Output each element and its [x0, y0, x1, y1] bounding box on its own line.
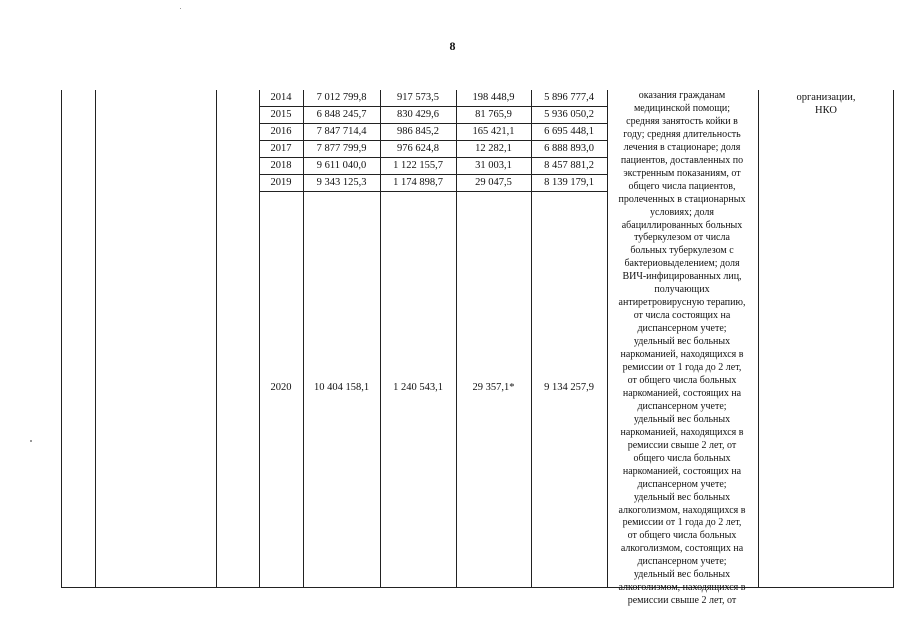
indicator-line: антиретровирусную терапию,	[618, 297, 746, 309]
indicator-line: алкоголизмом, находящихся в	[618, 582, 746, 594]
indicator-line: алкоголизмом, состоящих на	[620, 543, 744, 555]
table-cell-year: 2020	[270, 382, 292, 393]
table-cell: 5 896 777,4	[544, 92, 594, 103]
indicator-line: экстренным показаниям, от	[623, 167, 741, 179]
indicator-line: диспансерном учете;	[637, 400, 727, 412]
indicator-line: лечения в стационаре; доля	[623, 141, 741, 153]
indicator-line: диспансерном учете;	[637, 556, 727, 568]
table-cell-year: 2015	[270, 109, 292, 120]
indicator-line: общего числа пациентов,	[628, 180, 736, 192]
indicator-line: наркоманией, состоящих на	[622, 465, 742, 477]
indicator-line: наркоманией, состоящих на	[622, 387, 742, 399]
table-cell: 29 357,1*	[472, 382, 515, 393]
indicator-line: бактериовыделением; доля	[624, 258, 740, 270]
indicator-line: общего числа больных	[633, 452, 731, 464]
column-divider	[95, 90, 96, 587]
table-cell: 198 448,9	[472, 92, 515, 103]
indicator-line: от общего числа больных	[627, 374, 737, 386]
indicator-line: пациентов, доставленных по	[620, 154, 744, 166]
table-cell: 7 847 714,4	[316, 126, 367, 137]
table-cell: 6 848 245,7	[316, 109, 367, 120]
indicator-line: получающих	[654, 284, 710, 296]
page-number: 8	[449, 39, 456, 53]
indicator-line: удельный вес больных	[633, 569, 731, 581]
indicator-line: ремиссии от 1 года до 2 лет,	[622, 362, 742, 374]
indicator-line: ВИЧ-инфицированных лиц,	[622, 271, 742, 283]
table-cell: 29 047,5	[475, 177, 512, 188]
participant-line: организации,	[796, 92, 856, 103]
participants-text	[762, 91, 890, 117]
row-divider	[259, 174, 608, 175]
table-cell: 10 404 158,1	[313, 382, 370, 393]
indicator-line: от числа состоящих на	[633, 310, 731, 322]
indicator-line: году; средняя длительность	[623, 128, 741, 140]
indicator-line: медицинской помощи;	[633, 102, 731, 114]
indicator-line: туберкулезом от числа	[634, 232, 730, 244]
indicator-line: ремиссии свыше 2 лет, от	[627, 595, 737, 607]
table-cell: 976 624,8	[397, 143, 439, 154]
scan-speck	[180, 8, 181, 9]
table-cell: 7 012 799,8	[316, 92, 367, 103]
indicators-text	[606, 90, 758, 608]
table-cell: 12 282,1	[475, 143, 512, 154]
indicator-line: удельный вес больных	[633, 491, 731, 503]
table-cell: 986 845,2	[397, 126, 439, 137]
indicator-line: диспансерном учете;	[637, 478, 727, 490]
indicator-line: наркоманией, находящихся в	[620, 426, 744, 438]
row-divider	[259, 140, 608, 141]
indicator-line: больных туберкулезом с	[630, 245, 734, 257]
row-divider	[259, 106, 608, 107]
indicator-line: условиях; доля	[650, 206, 714, 218]
row-divider	[259, 191, 608, 192]
indicator-line: удельный вес больных	[633, 413, 731, 425]
column-divider	[758, 90, 759, 587]
table-cell: 9 611 040,0	[316, 160, 367, 171]
table-cell: 917 573,5	[397, 92, 439, 103]
indicator-line: абациллированных больных	[621, 219, 743, 231]
table-cell: 830 429,6	[397, 109, 439, 120]
row-divider	[259, 157, 608, 158]
table-cell: 1 122 155,7	[393, 160, 443, 171]
table-cell-year: 2018	[270, 160, 292, 171]
table-cell: 6 695 448,1	[544, 126, 594, 137]
table-border-right	[893, 90, 894, 587]
table-cell: 1 240 543,1	[393, 382, 443, 393]
indicator-line: ремиссии от 1 года до 2 лет,	[622, 517, 742, 529]
table-cell: 8 457 881,2	[544, 160, 594, 171]
table-cell: 5 936 050,2	[544, 109, 594, 120]
table-cell: 81 765,9	[475, 109, 512, 120]
table-cell: 8 139 179,1	[544, 177, 594, 188]
table-cell-year: 2014	[270, 92, 292, 103]
table-cell-year: 2019	[270, 177, 292, 188]
column-divider	[216, 90, 217, 587]
table-cell: 7 877 799,9	[316, 143, 367, 154]
table-cell: 9 134 257,9	[544, 382, 594, 393]
row-divider	[259, 123, 608, 124]
table-cell-year: 2016	[270, 126, 292, 137]
table-border-left	[61, 90, 62, 587]
table-border-bottom	[61, 587, 894, 588]
participant-line: НКО	[815, 105, 837, 116]
indicator-line: удельный вес больных	[633, 336, 731, 348]
indicator-line: пролеченных в стационарных	[618, 193, 746, 205]
indicator-line: оказания гражданам	[638, 90, 726, 101]
table-cell-year: 2017	[270, 143, 292, 154]
scan-speck	[30, 440, 32, 442]
indicator-line: от общего числа больных	[627, 530, 737, 542]
indicator-line: алкоголизмом, находящихся в	[618, 504, 746, 516]
table-cell: 1 174 898,7	[393, 177, 443, 188]
indicator-line: диспансерном учете;	[637, 323, 727, 335]
indicator-line: средняя занятость койки в	[626, 115, 738, 127]
table-cell: 6 888 893,0	[544, 143, 594, 154]
table-cell: 165 421,1	[472, 126, 515, 137]
indicator-line: ремиссии свыше 2 лет, от	[627, 439, 737, 451]
indicator-line: наркоманией, находящихся в	[620, 349, 744, 361]
table-cell: 9 343 125,3	[316, 177, 367, 188]
table-cell: 31 003,1	[475, 160, 512, 171]
